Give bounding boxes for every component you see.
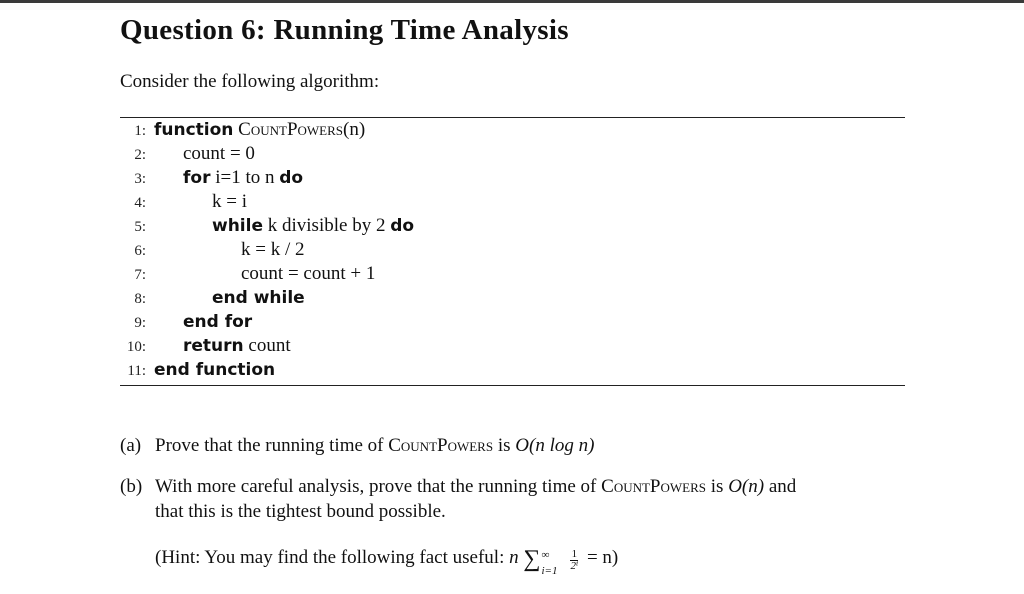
algorithm-line (120, 262, 376, 286)
algorithm-line (120, 142, 255, 166)
keyword: do (390, 216, 415, 236)
code-text: count = count + 1 (241, 263, 376, 284)
line-number: 7: (134, 267, 146, 283)
line-number: 10: (126, 339, 146, 355)
fraction-numerator: 1 (571, 548, 578, 560)
algorithm-line (120, 190, 247, 214)
line-number: 2: (134, 147, 146, 163)
line-number: 6: (134, 243, 146, 259)
question-text: With more careful analysis, prove that the running time of (155, 476, 597, 497)
question-text-is: is (710, 476, 724, 497)
line-number: 3: (134, 171, 146, 187)
keyword: function (154, 120, 234, 140)
keyword: end while (212, 288, 305, 308)
complexity-bound: O(n log n) (515, 435, 595, 456)
keyword: end for (183, 312, 253, 332)
line-number: 9: (134, 315, 146, 331)
function-name: CountPowers (238, 119, 344, 140)
code-text: i=1 to n (215, 167, 275, 188)
hint-text: (Hint: You may find the following fact useful: (155, 547, 505, 568)
page-title: Question 6: Running Time Analysis (120, 14, 569, 46)
algorithm-line (120, 286, 305, 310)
code-text: count (248, 335, 291, 356)
keyword: end function (154, 360, 276, 380)
question-text-line2: that this is the tightest bound possible. (155, 501, 446, 522)
code-text: k divisible by 2 (267, 215, 386, 236)
line-number: 1: (134, 123, 146, 139)
keyword: return (183, 336, 244, 356)
hint (155, 544, 619, 577)
hint-equals: = n) (586, 547, 619, 568)
algorithm-line (120, 214, 415, 238)
question-label: (b) (120, 476, 143, 497)
question-text-is: is (497, 435, 511, 456)
code-text: count = 0 (183, 143, 255, 164)
code-text: k = i (212, 191, 247, 212)
sigma-symbol: ∑ (523, 546, 541, 572)
question-label: (a) (120, 435, 142, 456)
algorithm-line (120, 166, 304, 190)
intro-text: Consider the following algorithm: (120, 71, 380, 92)
sum-upper: ∞ (541, 549, 550, 561)
fraction (570, 549, 578, 572)
line-number: 8: (134, 291, 146, 307)
code-text: k = k / 2 (241, 239, 305, 260)
algorithm-line (120, 238, 305, 262)
question-text: Prove that the running time of (155, 435, 384, 456)
algorithm-line (120, 334, 291, 358)
algorithm-bottom-rule (120, 385, 905, 386)
line-number: 11: (127, 363, 146, 379)
algorithm-line (120, 358, 276, 382)
top-border (0, 0, 1024, 3)
complexity-bound: O(n) (728, 476, 765, 497)
line-number: 4: (134, 195, 146, 211)
fraction-denominator: 2ⁱ (570, 560, 579, 572)
question-text-and: and (768, 476, 797, 497)
code-text: (n) (343, 119, 366, 140)
sum-lower: i=1 (541, 565, 558, 577)
hint-n: n (509, 547, 519, 568)
line-number: 5: (134, 219, 146, 235)
sum-limits (540, 547, 566, 577)
function-name: CountPowers (388, 435, 494, 456)
keyword: do (279, 168, 304, 188)
keyword: for (183, 168, 211, 188)
algorithm-line (120, 310, 253, 334)
function-name: CountPowers (601, 476, 706, 497)
algorithm-line (120, 118, 366, 142)
keyword: while (212, 216, 263, 236)
